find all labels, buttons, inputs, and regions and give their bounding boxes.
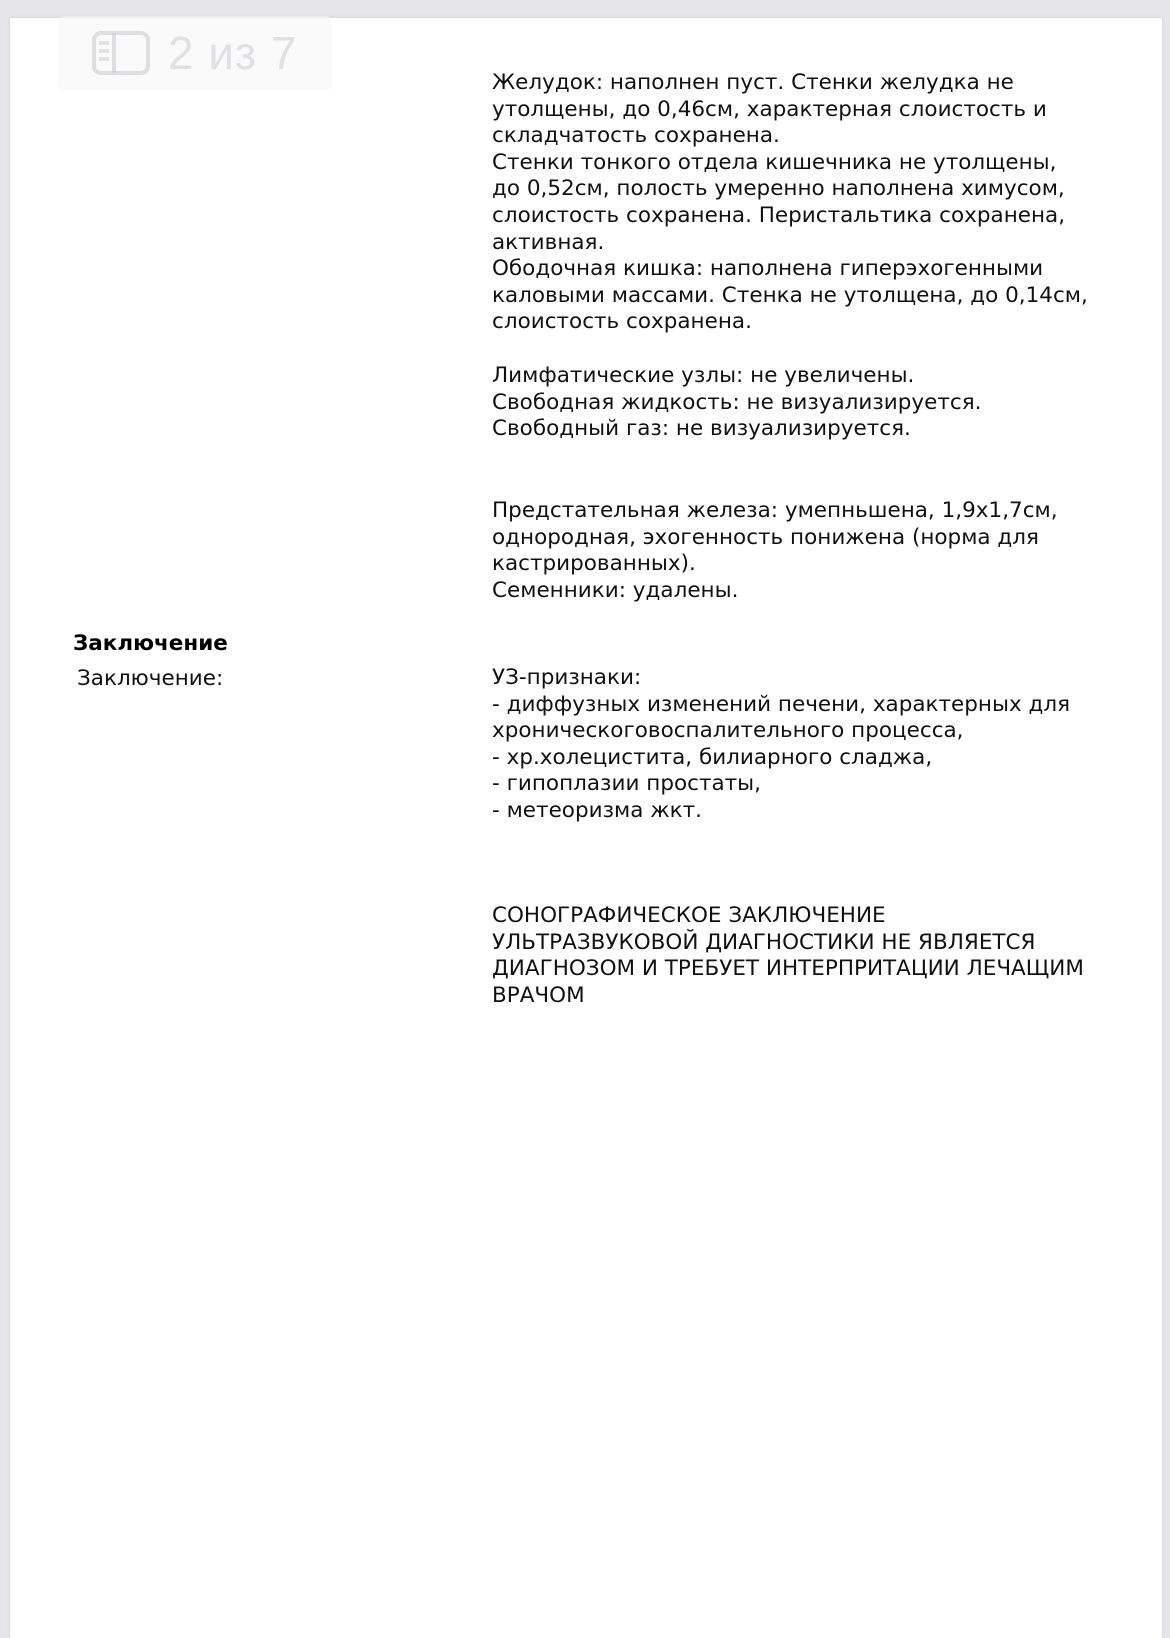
text-line: СОНОГРАФИЧЕСКОЕ ЗАКЛЮЧЕНИЕ [492, 903, 886, 928]
text-line: Предстательная железа: умепньшена, 1,9х1,7см, [492, 498, 1058, 523]
conclusion-label: Заключение: [77, 666, 224, 691]
text-line: кастрированных). [492, 551, 696, 577]
gi-findings-block [492, 70, 1088, 336]
conclusion-text-block [492, 665, 1070, 825]
text-line: УЗ-признаки: [492, 665, 642, 690]
text-line: ВРАЧОМ [492, 982, 585, 1008]
text-line: каловыми массами. Стенка не утолщена, до 0,14см, [492, 282, 1088, 308]
text-line: - диффузных изменений печени, характерных для [492, 691, 1071, 717]
text-line: Желудок: наполнен пуст. Стенки желудка не [492, 70, 1014, 95]
text-line: - метеоризма жкт. [492, 797, 702, 823]
text-line: - гипоплазии простаты, [492, 771, 761, 797]
lymph-findings-block [492, 363, 981, 443]
text-line: Свободный газ: не визуализируется. [492, 416, 911, 442]
text-line: Ободочная кишка: наполнена гиперэхогенными [492, 256, 1044, 282]
text-line: активная. [492, 229, 605, 255]
text-line: хроническоговоспалительного процесса, [492, 718, 964, 744]
conclusion-heading: Заключение [73, 631, 228, 656]
text-line: УЛЬТРАЗВУКОВОЙ ДИАГНОСТИКИ НЕ ЯВЛЯЕТСЯ [492, 929, 1036, 955]
prostate-findings-block [492, 498, 1058, 604]
page-indicator-label: 2 из 7 [168, 27, 298, 79]
disclaimer-block [492, 903, 1084, 1009]
text-line: Семенники: удалены. [492, 577, 739, 603]
text-line: ДИАГНОЗОМ И ТРЕБУЕТ ИНТЕРПРИТАЦИИ ЛЕЧАЩИМ [492, 956, 1084, 982]
text-line: Свободная жидкость: не визуализируется. [492, 389, 982, 415]
text-line: складчатость сохранена. [492, 123, 780, 149]
page-indicator[interactable] [58, 16, 332, 90]
text-line: Лимфатические узлы: не увеличены. [492, 363, 915, 388]
sidebar-toggle-icon[interactable] [92, 31, 150, 75]
text-line: слоистость сохранена. Перистальтика сохранена, [492, 202, 1066, 228]
text-line: однородная, эхогенность понижена (норма для [492, 524, 1039, 550]
text-line: утолщены, до 0,46см, характерная слоистость и [492, 96, 1047, 122]
text-line: до 0,52см, полость умеренно наполнена химусом, [492, 176, 1065, 202]
text-line: - хр.холецистита, билиарного сладжа, [492, 744, 933, 770]
text-line: слоистость сохранена. [492, 309, 752, 335]
text-line: Стенки тонкого отдела кишечника не утолщены, [492, 149, 1057, 175]
